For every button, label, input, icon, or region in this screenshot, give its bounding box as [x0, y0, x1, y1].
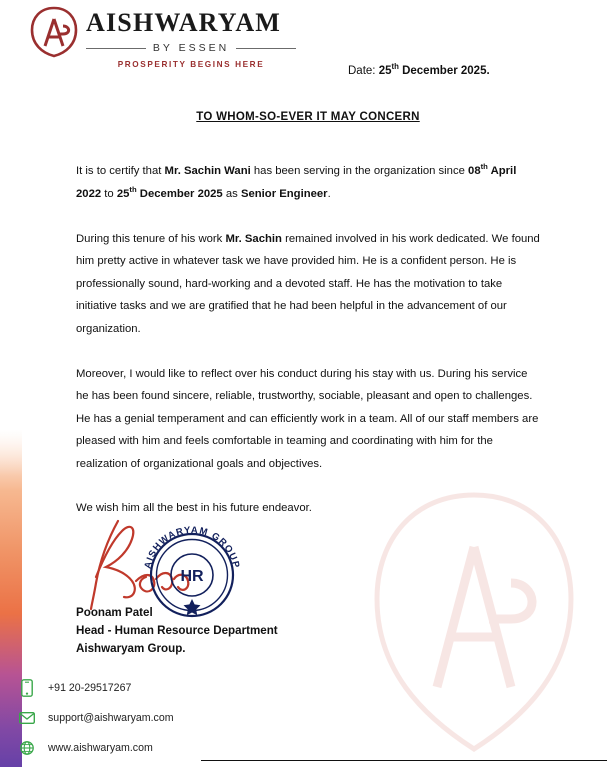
- employee-name: Mr. Sachin Wani: [164, 164, 251, 177]
- paragraph-certification: [76, 159, 540, 206]
- employee-designation: Senior Engineer: [240, 187, 328, 200]
- footer-contacts: [16, 673, 591, 763]
- signature-area: [76, 517, 376, 612]
- contact-website-text[interactable]: www.aishwaryam.com: [48, 742, 153, 754]
- date-day: 25: [378, 64, 392, 77]
- svg-text:AISHWARYAM GROUP: AISHWARYAM GROUP: [142, 524, 242, 570]
- contact-phone-text[interactable]: +91 20-29517267: [48, 682, 132, 694]
- email-icon: [16, 712, 38, 724]
- p1-part4: as: [222, 187, 241, 200]
- signer-name: Poonam Patel: [76, 606, 153, 619]
- contact-email-row: [16, 703, 591, 733]
- paragraph-performance: [76, 228, 540, 341]
- brand-by-line-wrap: [86, 42, 296, 54]
- from-date-day: 08: [468, 164, 481, 177]
- date-day-suffix: th: [391, 62, 399, 71]
- date-label: Date:: [348, 64, 376, 77]
- contact-website-row: [16, 733, 591, 763]
- paragraph-conduct: Moreover, I would like to reflect over his conduct during his stay with us. During his service he has been found sincere, reliable, trustworthy, sociable, pleasant and open to challenges. He has a genial temperament and can efficiently work in a team. All of our staff members are pleased with him and feels comfortable in teaming and coordinating with him for the realization of organizational goals and objectives.: [76, 367, 539, 470]
- p1-part3: to: [101, 187, 117, 200]
- to-date-suffix: th: [129, 185, 137, 195]
- date-rest: December 2025.: [402, 64, 490, 77]
- contact-phone-row: [16, 673, 591, 703]
- paragraph-closing: We wish him all the best in his future endeavor.: [76, 502, 312, 515]
- signer-block: [76, 604, 278, 658]
- letter-body: [76, 62, 540, 542]
- svg-text:HR: HR: [180, 568, 204, 585]
- signer-company: Aishwaryam Group.: [76, 641, 186, 655]
- brand-header: [30, 6, 296, 69]
- globe-icon: [16, 741, 38, 755]
- signer-designation: Head - Human Resource Department: [76, 623, 278, 637]
- contact-email-text[interactable]: support@aishwaryam.com: [48, 712, 174, 724]
- brand-tagline: PROSPERITY BEGINS HERE: [117, 60, 265, 69]
- p2-part2: remained involved in his work dedicated. We found him pretty active in whatever task we have provided him. He is a confident person. He is professionally sound, hard-working and a devoted staff. He has the motivation to take initiative tasks and we are gratified that he had been helpful in the advancement of our organization.: [76, 232, 540, 335]
- p1-part2: has been serving in the organization since: [250, 164, 469, 177]
- employee-short-name: Mr. Sachin: [225, 232, 282, 245]
- to-date-rest: December 2025: [136, 187, 223, 200]
- brand-rule-right: [236, 48, 296, 49]
- letter-subject: TO WHOM-SO-EVER IT MAY CONCERN: [196, 110, 420, 123]
- from-date-rest: April 2022: [76, 164, 517, 200]
- to-date-day: 25: [116, 187, 130, 200]
- brand-name: AISHWARYAM: [86, 8, 282, 37]
- footer-divider: [201, 760, 607, 761]
- brand-by-line: BY ESSEN: [152, 42, 230, 54]
- p2-part1: During this tenure of his work: [76, 232, 226, 245]
- aishwaryam-monogram-icon: [30, 6, 78, 58]
- left-gradient-fade: [0, 0, 22, 767]
- p1-part1: It is to certify that: [76, 164, 165, 177]
- brand-rule-left: [86, 48, 146, 49]
- letter-date: [348, 62, 540, 77]
- p1-part5: .: [327, 187, 331, 200]
- phone-icon: [16, 679, 38, 697]
- from-date-suffix: th: [480, 161, 488, 171]
